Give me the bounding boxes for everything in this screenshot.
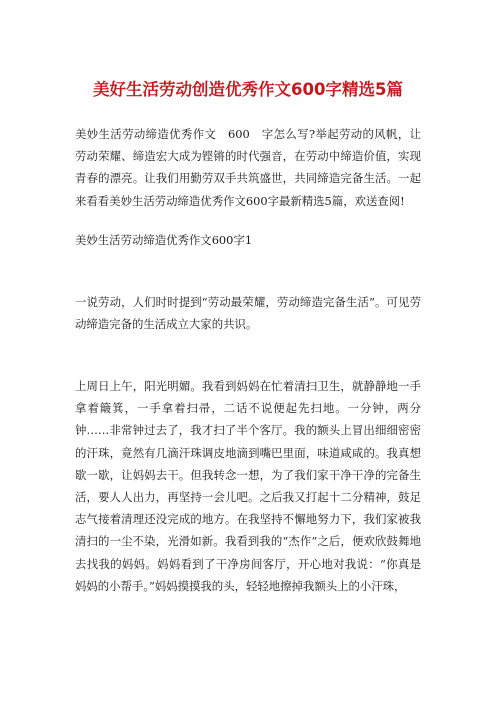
document-title: 美好生活劳动创造优秀作文600字精选5篇 [93, 80, 403, 99]
intro-paragraph: 美妙生活劳动缔造优秀作文 600 字怎么写?举起劳动的风帆，让劳动荣耀、缔造宏大成为铿锵的时代强音，在劳动中缔造价值，实现青春的漂亮。让我们用勤劳双手共筑盛世，共同缔造完备生活。一起来看看美妙生活劳动缔造优秀作文600字最新精选5篇，欢送查阅! [75, 127, 421, 208]
essay-paragraph-2: 上周日上午，阳光明媚。我看到妈妈在忙着清扫卫生，就静静地一手拿着簸箕，一手拿着扫帚，二话不说便起先扫地。一分钟，两分钟……非常钟过去了，我才扫了半个客厅。我的额头上冒出细细密密的汗珠，竟然有几滴汗珠调皮地滴到嘴巴里面，味道咸咸的。我真想歇一歇，让妈妈去干。但我转念一想，为了我们家干净干净的完备生活，要人人出力，再坚持一会儿吧。之后我又打起十二分精神，鼓足志气接着清理还没完成的地方。在我坚持不懈地努力下，我们家被我清扫的一尘不染，光滑如新。我看到我的“杰作”之后，便欢欣鼓舞地去找我的妈妈。妈妈看到了干净房间客厅，开心地对我说：“你真是妈妈的小帮手。”妈妈摸摸我的头，轻轻地擦掉我额头上的小汗珠， [75, 379, 421, 593]
essay-paragraph-1: 一说劳动，人们时时提到“劳动最荣耀，劳动缔造完备生活”。可见劳动缔造完备的生活成立大家的共识。 [75, 295, 421, 332]
section-heading-essay-1: 美妙生活劳动缔造优秀作文600字1 [75, 233, 253, 247]
